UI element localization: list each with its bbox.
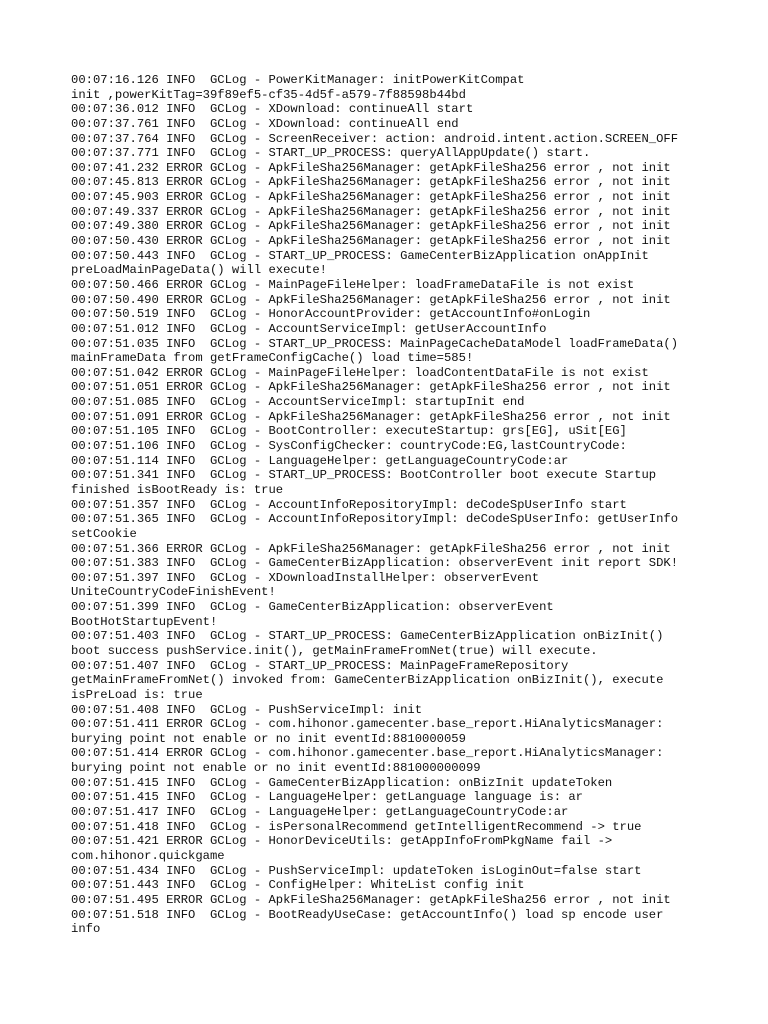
log-line: 00:07:49.337 ERROR GCLog - ApkFileSha256Manager: getApkFileSha256 error , not init bbox=[71, 204, 671, 219]
log-line: 00:07:45.903 ERROR GCLog - ApkFileSha256Manager: getApkFileSha256 error , not init bbox=[71, 190, 671, 205]
log-line: 00:07:37.764 INFO GCLog - ScreenReceiver: action: android.intent.action.SCREEN_OFF bbox=[71, 131, 679, 146]
log-line: 00:07:37.771 INFO GCLog - START_UP_PROCESS: queryAllAppUpdate() start. bbox=[71, 146, 591, 161]
log-line: 00:07:51.042 ERROR GCLog - MainPageFileHelper: loadContentDataFile is not exist bbox=[71, 365, 649, 380]
log-line: UniteCountryCodeFinishEvent! bbox=[71, 585, 276, 600]
log-line: 00:07:51.397 INFO GCLog - XDownloadInstallHelper: observerEvent bbox=[71, 570, 540, 585]
log-line: 00:07:51.035 INFO GCLog - START_UP_PROCESS: MainPageCacheDataModel loadFrameData() bbox=[71, 336, 679, 351]
log-line: burying point not enable or no init eventId:881000000099 bbox=[71, 761, 481, 776]
log-line: isPreLoad is: true bbox=[71, 687, 203, 702]
log-line: init ,powerKitTag=39f89ef5-cf35-4d5f-a579-7f88598b44bd bbox=[71, 87, 466, 102]
log-line: 00:07:16.126 INFO GCLog - PowerKitManager: initPowerKitCompat bbox=[71, 73, 525, 87]
log-line: 00:07:51.443 INFO GCLog - ConfigHelper: WhiteList config init bbox=[71, 878, 525, 893]
log-line: 00:07:51.085 INFO GCLog - AccountServiceImpl: startupInit end bbox=[71, 395, 525, 410]
log-line: 00:07:51.341 INFO GCLog - START_UP_PROCESS: BootController boot execute Startup bbox=[71, 468, 657, 483]
log-line: BootHotStartupEvent! bbox=[71, 614, 218, 629]
log-line: 00:07:51.357 INFO GCLog - AccountInfoRepositoryImpl: deCodeSpUserInfo start bbox=[71, 497, 627, 512]
log-line: 00:07:51.106 INFO GCLog - SysConfigChecker: countryCode:EG,lastCountryCode: bbox=[71, 439, 627, 454]
log-line: burying point not enable or no init eventId:8810000059 bbox=[71, 731, 466, 746]
log-line: 00:07:51.417 INFO GCLog - LanguageHelper: getLanguageCountryCode:ar bbox=[71, 805, 569, 820]
log-line: 00:07:51.399 INFO GCLog - GameCenterBizApplication: observerEvent bbox=[71, 600, 554, 615]
log-line: 00:07:51.408 INFO GCLog - PushServiceImpl: init bbox=[71, 702, 423, 717]
log-line: 00:07:37.761 INFO GCLog - XDownload: continueAll end bbox=[71, 116, 459, 131]
log-line: 00:07:51.114 INFO GCLog - LanguageHelper: getLanguageCountryCode:ar bbox=[71, 453, 569, 468]
log-line: 00:07:50.490 ERROR GCLog - ApkFileSha256Manager: getApkFileSha256 error , not init bbox=[71, 292, 671, 307]
log-line: 00:07:51.411 ERROR GCLog - com.hihonor.gamecenter.base_report.HiAnalyticsManager: bbox=[71, 717, 664, 732]
log-line: 00:07:41.232 ERROR GCLog - ApkFileSha256Manager: getApkFileSha256 error , not init bbox=[71, 160, 671, 175]
log-text-block bbox=[71, 73, 711, 937]
log-line: 00:07:50.430 ERROR GCLog - ApkFileSha256Manager: getApkFileSha256 error , not init bbox=[71, 234, 671, 249]
log-line: 00:07:51.434 INFO GCLog - PushServiceImpl: updateToken isLoginOut=false start bbox=[71, 863, 642, 878]
log-line: 00:07:49.380 ERROR GCLog - ApkFileSha256Manager: getApkFileSha256 error , not init bbox=[71, 219, 671, 234]
log-line: 00:07:45.813 ERROR GCLog - ApkFileSha256Manager: getApkFileSha256 error , not init bbox=[71, 175, 671, 190]
log-line: 00:07:51.415 INFO GCLog - GameCenterBizApplication: onBizInit updateToken bbox=[71, 775, 613, 790]
log-line: mainFrameData from getFrameConfigCache() load time=585! bbox=[71, 351, 474, 366]
log-line: boot success pushService.init(), getMainFrameFromNet(true) will execute. bbox=[71, 643, 598, 658]
log-line: 00:07:50.466 ERROR GCLog - MainPageFileHelper: loadFrameDataFile is not exist bbox=[71, 277, 635, 292]
log-line: 00:07:51.383 INFO GCLog - GameCenterBizApplication: observerEvent init report SDK! bbox=[71, 556, 679, 571]
log-line: 00:07:51.518 INFO GCLog - BootReadyUseCase: getAccountInfo() load sp encode user bbox=[71, 907, 664, 922]
log-line: 00:07:51.418 INFO GCLog - isPersonalRecommend getIntelligentRecommend -> true bbox=[71, 819, 642, 834]
log-line: 00:07:50.519 INFO GCLog - HonorAccountProvider: getAccountInfo#onLogin bbox=[71, 307, 591, 322]
log-line: 00:07:50.443 INFO GCLog - START_UP_PROCESS: GameCenterBizApplication onAppInit bbox=[71, 248, 649, 263]
log-line: 00:07:51.365 INFO GCLog - AccountInfoRepositoryImpl: deCodeSpUserInfo: getUserInfo bbox=[71, 512, 679, 527]
log-line: 00:07:51.091 ERROR GCLog - ApkFileSha256Manager: getApkFileSha256 error , not init bbox=[71, 409, 671, 424]
log-line: 00:07:51.403 INFO GCLog - START_UP_PROCESS: GameCenterBizApplication onBizInit() bbox=[71, 629, 664, 644]
log-line: getMainFrameFromNet() invoked from: GameCenterBizApplication onBizInit(), execute bbox=[71, 673, 664, 688]
log-line: 00:07:51.407 INFO GCLog - START_UP_PROCESS: MainPageFrameRepository bbox=[71, 658, 569, 673]
log-line: 00:07:51.421 ERROR GCLog - HonorDeviceUtils: getAppInfoFromPkgName fail -> bbox=[71, 834, 613, 849]
log-line: 00:07:51.415 INFO GCLog - LanguageHelper: getLanguage language is: ar bbox=[71, 790, 583, 805]
log-line: 00:07:51.012 INFO GCLog - AccountServiceImpl: getUserAccountInfo bbox=[71, 321, 547, 336]
log-line: info bbox=[71, 922, 101, 937]
log-line: 00:07:51.414 ERROR GCLog - com.hihonor.gamecenter.base_report.HiAnalyticsManager: bbox=[71, 746, 664, 761]
log-line: finished isBootReady is: true bbox=[71, 482, 284, 497]
log-line: 00:07:51.366 ERROR GCLog - ApkFileSha256Manager: getApkFileSha256 error , not init bbox=[71, 541, 671, 556]
log-line: setCookie bbox=[71, 526, 137, 541]
log-line: 00:07:51.051 ERROR GCLog - ApkFileSha256Manager: getApkFileSha256 error , not init bbox=[71, 380, 671, 395]
log-line: com.hihonor.quickgame bbox=[71, 848, 225, 863]
log-line: 00:07:51.105 INFO GCLog - BootController: executeStartup: grs[EG], uSit[EG] bbox=[71, 424, 627, 439]
log-line: 00:07:51.495 ERROR GCLog - ApkFileSha256Manager: getApkFileSha256 error , not init bbox=[71, 892, 671, 907]
log-line: preLoadMainPageData() will execute! bbox=[71, 263, 327, 278]
log-line: 00:07:36.012 INFO GCLog - XDownload: continueAll start bbox=[71, 102, 474, 117]
